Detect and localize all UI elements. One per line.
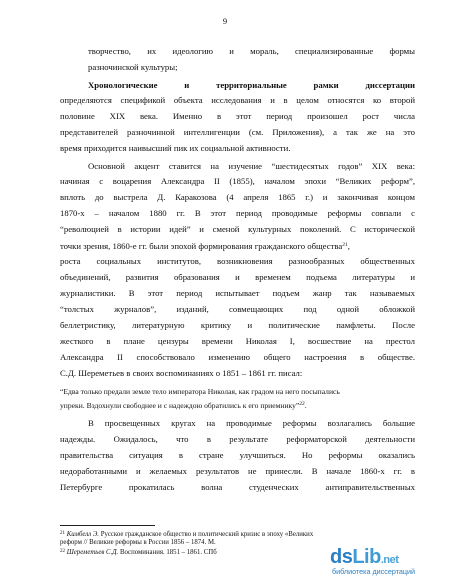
text-line: беллетристику, литературную критику и политические памфлеты. После [60,320,415,330]
text-line: Основной акцент ставится на изучение “шестидесятых годов” XIX века: [88,161,415,171]
text-line-with-footnote: точки зрения, 1860-е гг. были эпохой формирования гражданского общества$^{21}$, [60,241,350,251]
section-heading: Хронологические и территориальные рамки диссертации [88,80,415,90]
footnote-ref-21[interactable]: 21 [342,242,348,248]
text-line: “толстых журналов”, изданий, совмещающих под одной обложкой [60,304,415,314]
text-line: Петербурге прокатилась волна студенческих антиправительственных [60,482,415,492]
footnote-divider [60,525,155,526]
text-line: половине XIX века. Именно в этот период произошел рост числа [60,111,415,121]
text-line: представителей разночинной интеллигенции (см. Приложения), а так же на это [60,127,415,137]
quote-line: “Едва только предали земле тело императора Николая, как градом на него посыпались [60,387,340,396]
dslib-caption: библиотека диссертаций [332,567,416,576]
footnote-number: 21 [60,531,65,536]
dslib-watermark[interactable] [330,546,442,576]
text-line: надежды. Ожидалось, что в результате реформаторской деятельности [60,434,415,444]
dslib-logo: dsLib.net [330,546,399,568]
text-line: творчество, их идеологию и мораль, специализированные формы [88,46,415,56]
text-line: начиная с воцарения Александра II (1855), началом эпохи “Великих реформ”, [60,176,415,186]
page-number: 9 [222,16,228,26]
footnote-21 [60,530,415,539]
footnote-ref-22[interactable]: 22 [299,401,305,407]
text-line: вплоть до выстрела Д. Каракозова (4 апреля 1865 г.) и закончивая концом [60,192,415,202]
text-line: правительства ситуация в стране улучшиться. Но реформы оказались [60,450,415,460]
footnote-text: Воспоминания. 1851 – 1861. СПб [119,549,217,556]
text-line: 1870-х – началом 1880 гг. В этот период проводимые реформы совпали с [60,208,415,218]
footnote-text: Русское гражданское общество и политический кризис в эпоху «Великих [100,531,314,538]
footnote-number: 22 [60,549,65,554]
text-line: “революцией в истории идей” и сменой культурных поколений. С исторической [60,224,415,234]
quote-line: упреки. Вздохнули свободнее и с надеждою обратились к его приемнику” [60,401,300,410]
quote-line-with-footnote: упреки. Вздохнули свободнее и с надеждою обратились к его приемнику”$^{22}$. [60,401,307,410]
text-line: разночинской культуры; [88,62,178,72]
text-line: Александра II способствовало изменению общего настроения в обществе. [60,352,415,362]
text-line: С.Д. Шереметьев в своих воспоминаниях о 1851 – 1861 гг. писал: [60,368,303,378]
text-line: время приходится наивысший пик их социальной активности. [60,143,291,153]
text-line: В просвещенных кругах на проводимые реформы возлагались большие [88,418,415,428]
footnote-author: Кимбелл Э. [66,531,99,538]
text-line: объединений, развития образования и временем подъема литературы и [60,272,415,282]
text-line: журналистики. В этот период испытывает подъем жанр так называемых [60,288,415,298]
text-line: точки зрения, 1860-е гг. были эпохой формирования гражданского общества [60,241,343,251]
text-line: определяются спецификой объекта исследования и в целом относятся ко второй [60,95,415,105]
footnote-author: Шереметьев С.Д. [66,549,119,556]
text-line: недоработанными и желаемых результатов не принесли. В начале 1860-х гг. в [60,466,415,476]
text-line: роста социальных институтов, возникновения разнообразных общественных [60,256,415,266]
text-line: жесткого в плане цензуры времени Николая I, восшествие на престол [60,336,415,346]
footnote-21-continued: реформ // Великие реформы в России 1856 – 1874. М. [60,539,216,546]
